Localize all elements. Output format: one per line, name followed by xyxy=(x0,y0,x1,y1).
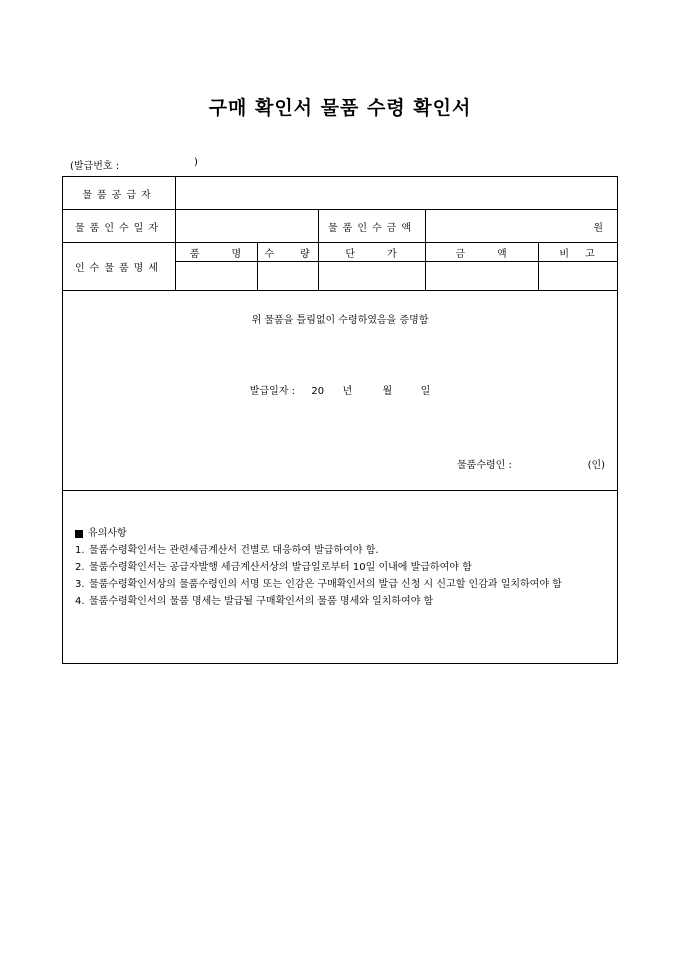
receipt-row xyxy=(63,210,618,243)
receipt-date-value[interactable] xyxy=(176,210,319,243)
supplier-value[interactable] xyxy=(176,177,618,210)
note-item: 3. 물품수령확인서상의 물품수령인의 서명 또는 인감은 구매확인서의 발급 신청 시 신고할 인감과 일치하여야 함 xyxy=(75,579,562,590)
unit-price-cell[interactable] xyxy=(319,262,426,291)
seal-mark: (인) xyxy=(587,460,606,471)
issue-number-close: ) xyxy=(194,157,198,168)
notes-row xyxy=(63,491,618,664)
year-label: 년 xyxy=(342,386,353,397)
month-label: 월 xyxy=(382,386,393,397)
receipt-date-label: 물품인수일자 xyxy=(63,210,176,243)
square-bullet-icon xyxy=(75,530,83,538)
column-amount: 금 액 xyxy=(426,243,539,262)
receipt-amount-label: 물품인수금액 xyxy=(319,210,426,243)
year-prefix: 20 xyxy=(311,386,325,397)
note-item: 4. 물품수령확인서의 물품 명세는 발급될 구매확인서의 물품 명세와 일치하여야 함 xyxy=(75,596,434,607)
column-unit-price: 단 가 xyxy=(319,243,426,262)
note-item: 2. 물품수령확인서는 공급자발행 세금계산서상의 발급일로부터 10일 이내에 발급하여야 함 xyxy=(75,562,472,573)
details-label: 인수물품명세 xyxy=(63,243,176,291)
issue-number-label: (발급번호 : xyxy=(70,161,120,172)
document-title: 구매 확인서 물품 수령 확인서 xyxy=(208,97,472,119)
day-label: 일 xyxy=(420,386,431,397)
notes-section xyxy=(63,491,618,664)
supplier-label: 물품공급자 xyxy=(63,177,176,210)
quantity-cell[interactable] xyxy=(258,262,319,291)
column-remarks: 비 고 xyxy=(539,243,618,262)
receipt-form-table xyxy=(62,176,618,664)
note-item: 1. 물품수령확인서는 관련세금계산서 건별로 대응하여 발급하여야 함. xyxy=(75,545,379,556)
receipt-amount-value[interactable] xyxy=(426,210,618,243)
column-quantity: 수 량 xyxy=(258,243,319,262)
notes-block xyxy=(75,525,607,610)
amount-unit: 원 xyxy=(593,222,604,234)
item-name-cell[interactable] xyxy=(176,262,258,291)
issue-number xyxy=(70,157,230,172)
details-header-row xyxy=(63,243,618,262)
receiver-label: 물품수령인 : xyxy=(457,460,512,471)
remarks-cell[interactable] xyxy=(539,262,618,291)
certification-statement: 위 물품을 틀림없이 수령하였음을 증명함 xyxy=(251,315,429,326)
certificate-row xyxy=(63,291,618,491)
supplier-row xyxy=(63,177,618,210)
notes-title: 유의사항 xyxy=(88,528,127,539)
issue-date-line xyxy=(63,382,617,397)
certificate-section xyxy=(63,291,618,491)
amount-cell[interactable] xyxy=(426,262,539,291)
issue-date-label: 발급일자 : xyxy=(249,386,295,397)
notes-heading xyxy=(75,525,607,542)
notes-list xyxy=(75,542,607,610)
column-item-name: 품 명 xyxy=(176,243,258,262)
